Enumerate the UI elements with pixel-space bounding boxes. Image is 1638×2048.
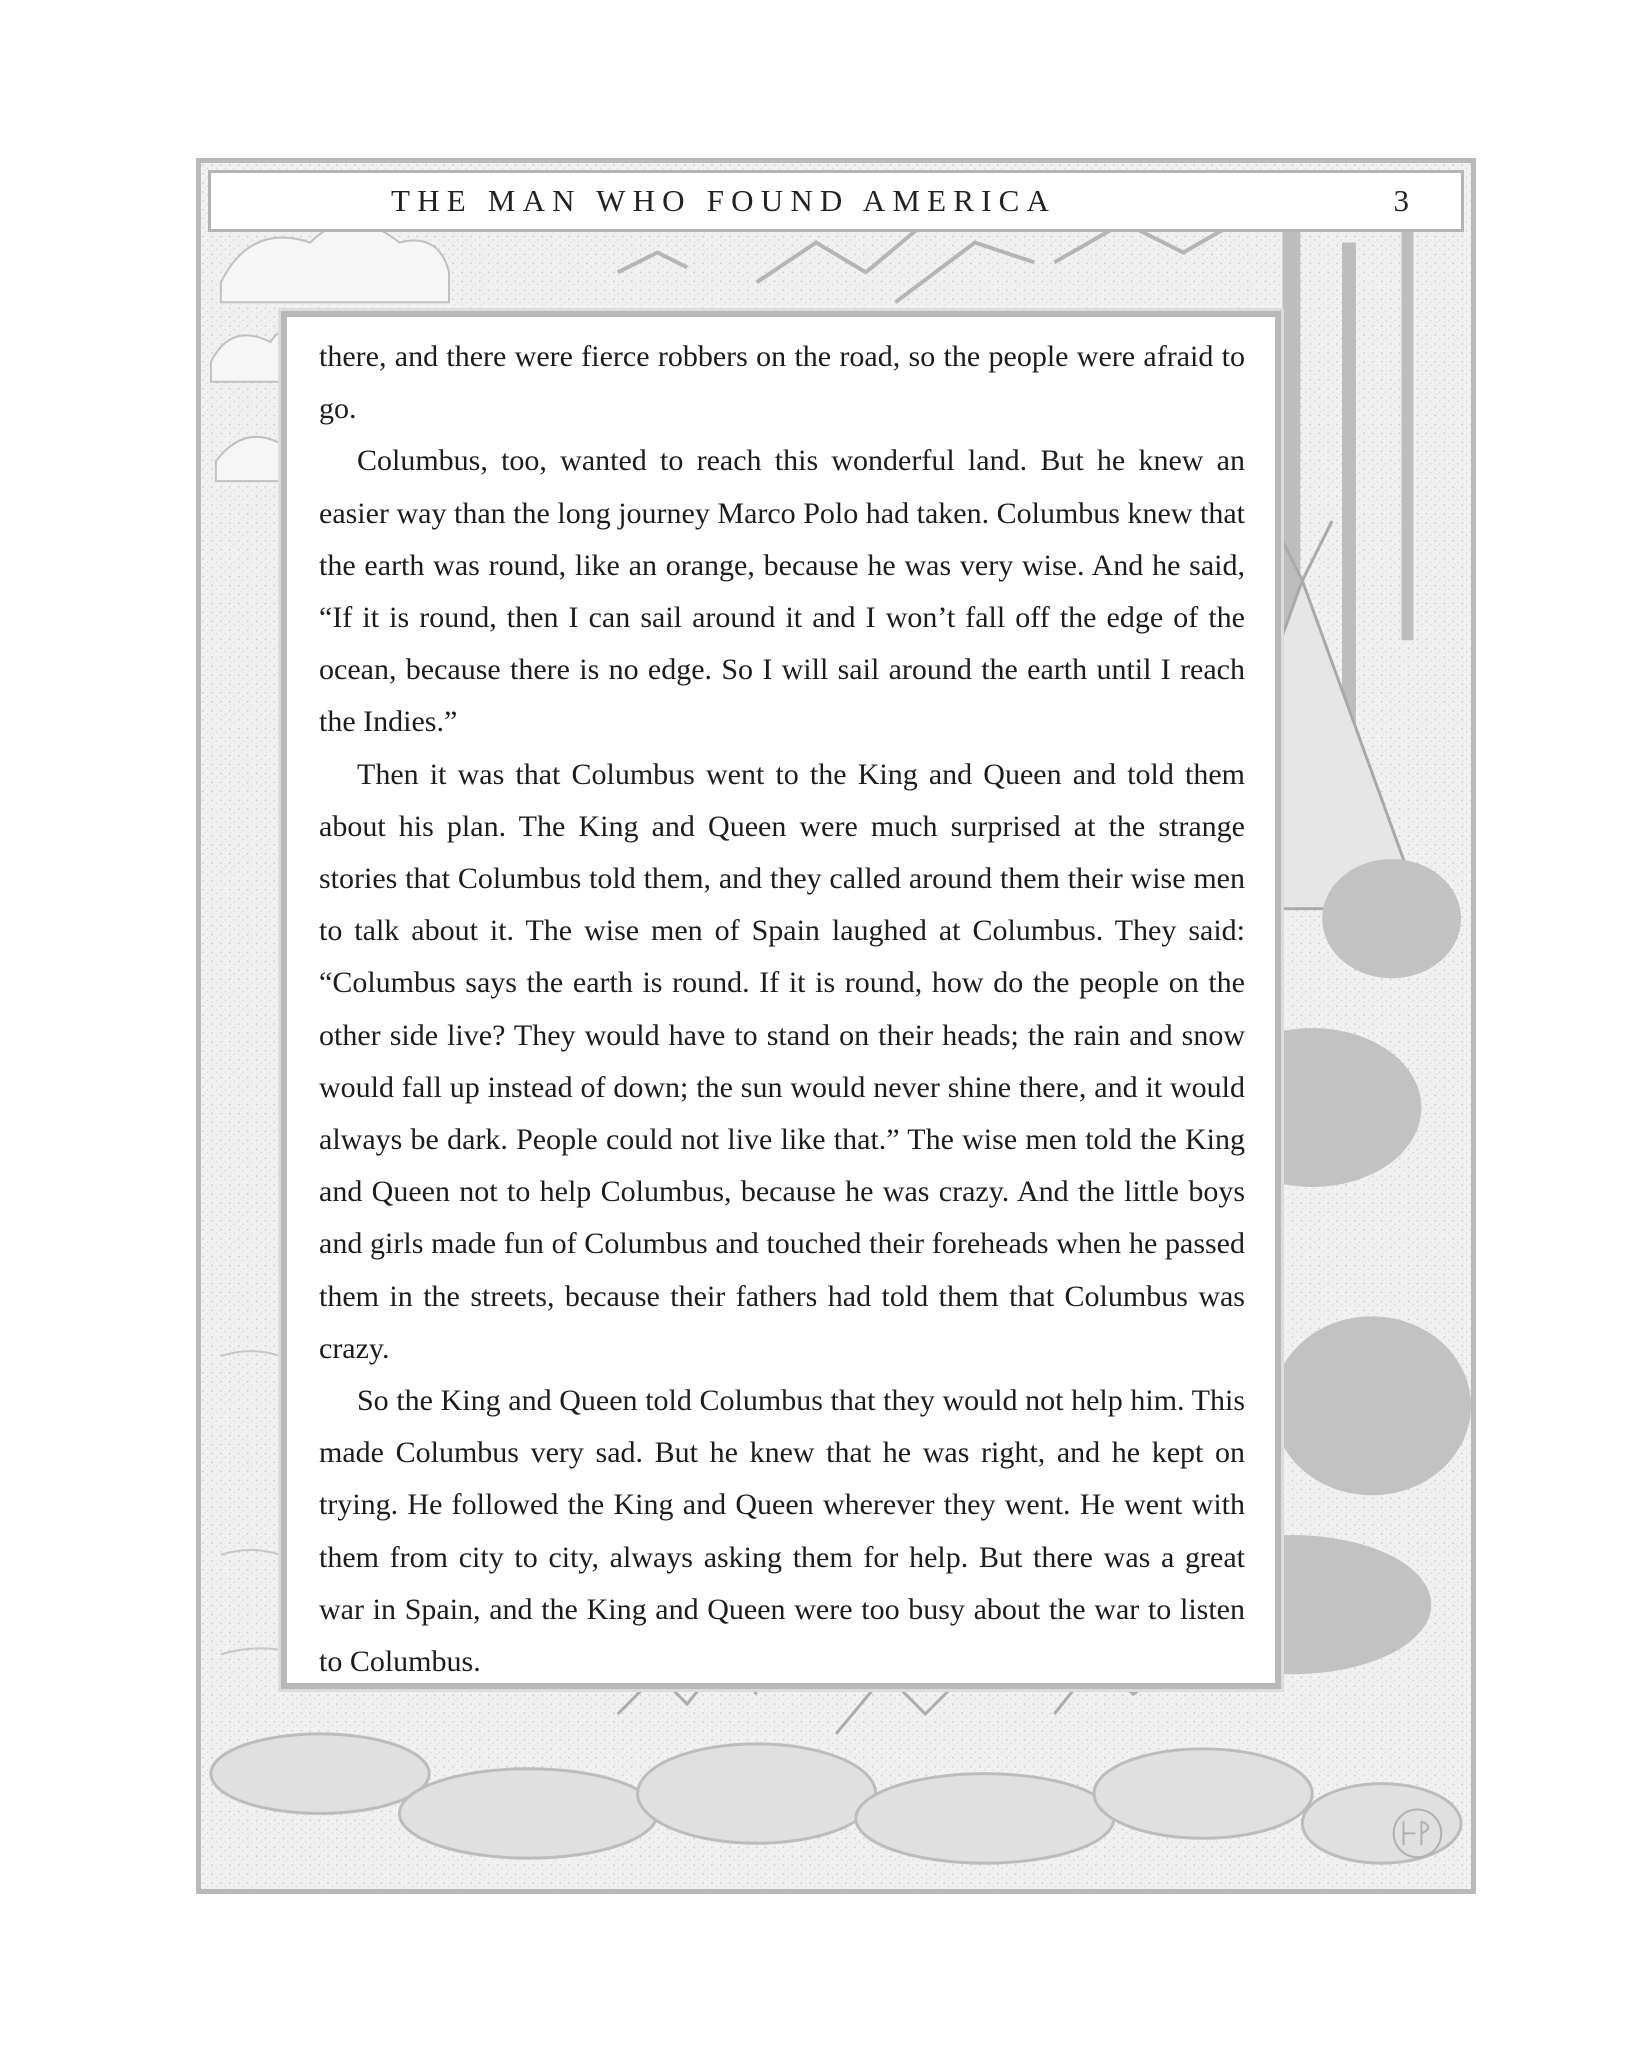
running-header: [208, 170, 1464, 232]
paragraph-4: So the King and Queen told Columbus that they would not help him. This made Columbus very sad. But he knew that he was right, and he kept on trying. He followed the King and Queen wherever they went. He went with them from city to city, always asking them for help. But there was a great war in Spain, and the King and Queen were too busy about the war to listen to Columbus.: [319, 1384, 1245, 1679]
body-text: [319, 331, 1245, 1688]
text-panel: [281, 311, 1281, 1689]
page-number: 3: [1393, 183, 1409, 218]
paragraph-3: Then it was that Columbus went to the King and Queen and told them about his plan. The King and Queen were much surprised at the strange stories that Columbus told them, and they called around them their wise men to talk about it. The wise men of Spain laughed at Columbus. They said: “Columbus says the earth is round. If it is round, how do the people on the other side live? They would have to stand on their heads; the rain and snow would fall up instead of down; the sun would never shine there, and it would always be dark. People could not live like that.” The wise men told the King and Queen not to help Columbus, because he was crazy. And the little boys and girls made fun of Columbus and touched their foreheads when he passed them in the streets, because their fathers had told them that Columbus was crazy.: [319, 757, 1245, 1365]
running-head-title: THE MAN WHO FOUND AMERICA: [391, 183, 1057, 218]
paragraph-2: Columbus, too, wanted to reach this wonderful land. But he knew an easier way than the long journey Marco Polo had taken. Columbus knew that the earth was round, like an orange, because he was very wise. And he said, “If it is round, then I can sail around it and I won’t fall off the edge of the ocean, because there is no edge. So I will sail around the earth until I reach the Indies.”: [319, 444, 1245, 739]
paragraph-1: there, and there were fierce robbers on the road, so the people were afraid to go.: [319, 340, 1245, 426]
